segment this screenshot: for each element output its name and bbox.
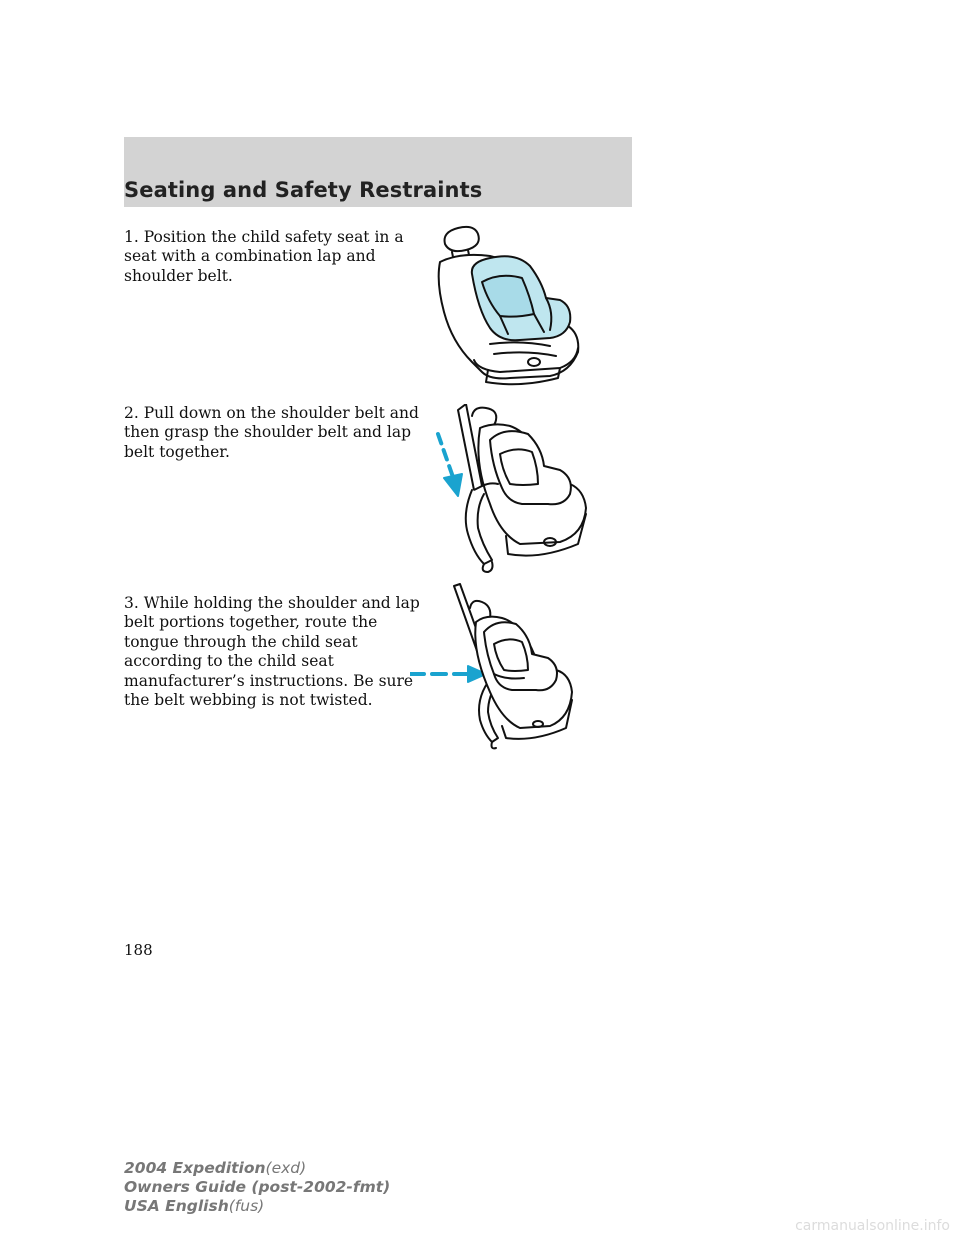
footer-language-code: (fus) [228,1197,265,1215]
footer-model-code: (exd) [265,1159,307,1177]
step-3-text: 3. While holding the shoulder and lap belt portions together, route the tongue through the child seat according to the child seat manufacturer’s instructions. Be sure the belt webbing is not twisted. [124,594,420,710]
footer-language: USA English [124,1197,229,1215]
step-2-text: 2. Pull down on the shoulder belt and then grasp the shoulder belt and lap belt together. [124,404,419,461]
page-number: 188 [124,941,153,959]
route-belt-through-child-seat-illustration [410,582,580,752]
footer-line-1 [124,1159,390,1178]
footer-line-3 [124,1197,390,1216]
footer-line-2 [124,1178,390,1197]
pull-shoulder-belt-illustration [410,404,595,574]
footer-model: 2004 Expedition [124,1159,266,1177]
document-footer [124,1159,390,1216]
section-title: Seating and Safety Restraints [124,178,483,202]
step-1-text: 1. Position the child safety seat in a seat with a combination lap and shoulder belt. [124,228,404,285]
footer-guide: Owners Guide (post-2002-fmt) [124,1178,391,1196]
child-seat-in-vehicle-seat-illustration [430,222,590,387]
watermark: carmanualsonline.info [795,1218,950,1234]
